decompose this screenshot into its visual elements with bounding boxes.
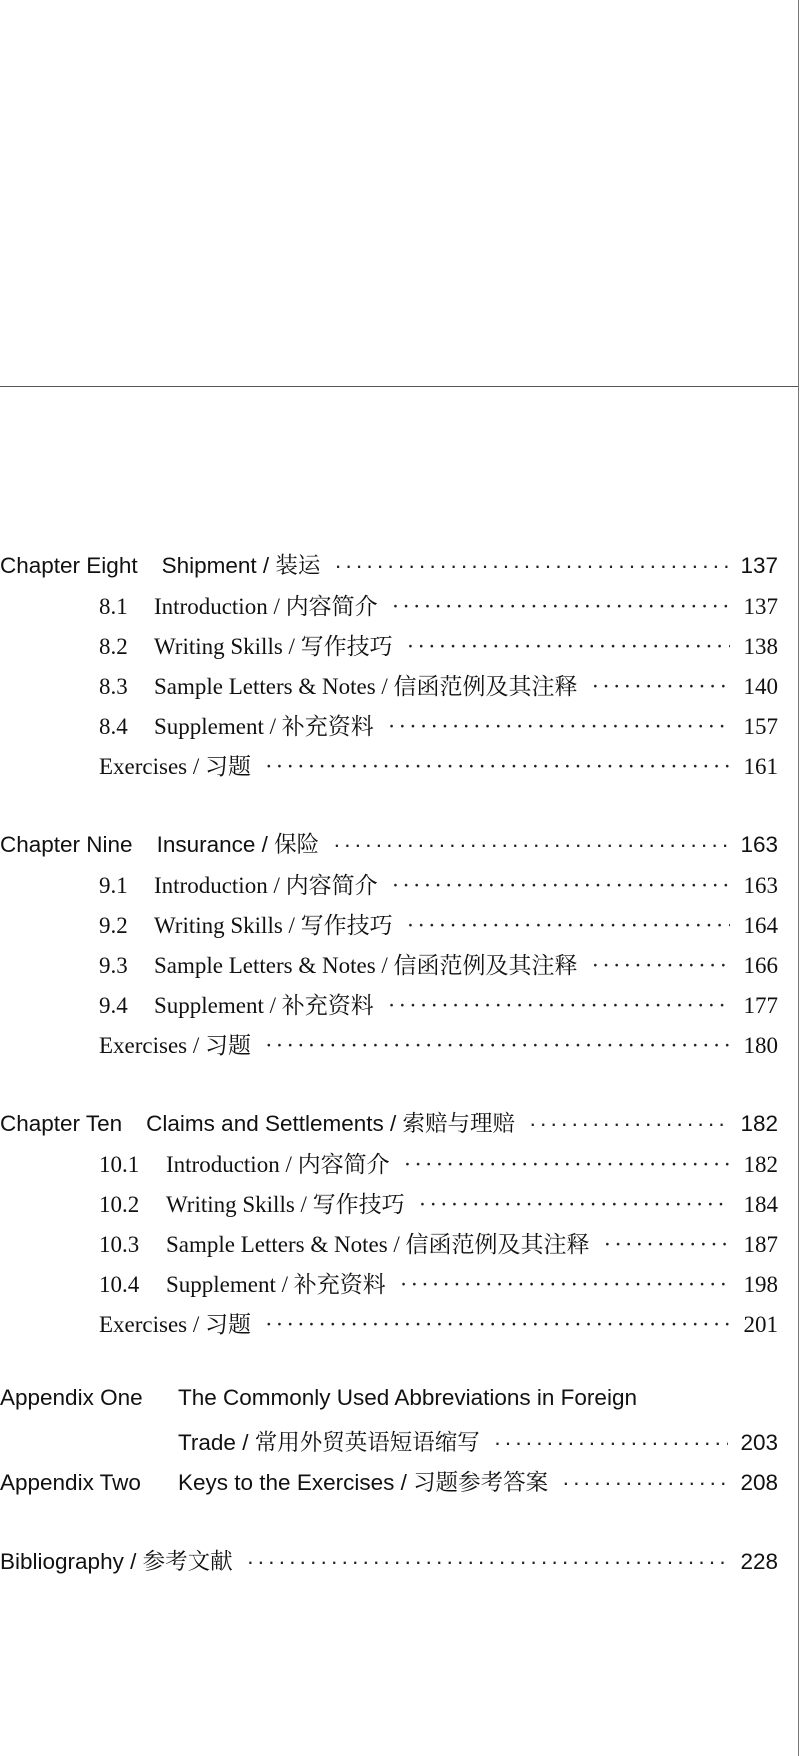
spacer xyxy=(0,788,778,827)
page-number: 208 xyxy=(740,1470,778,1495)
exercises-title: Exercises / 习题 xyxy=(99,1033,252,1058)
toc-section-8-3[interactable] xyxy=(0,668,778,708)
spacer xyxy=(0,1067,778,1106)
dot-leader xyxy=(407,634,730,660)
toc-chapter-nine[interactable] xyxy=(0,827,778,867)
toc-chapter-ten[interactable] xyxy=(0,1106,778,1146)
section-number: 10.2 xyxy=(99,1192,140,1217)
dot-leader xyxy=(333,832,728,858)
page-number: 161 xyxy=(743,754,778,779)
section-title: Writing Skills / 写作技巧 xyxy=(154,634,393,659)
section-number: 9.2 xyxy=(99,913,128,938)
exercises-title: Exercises / 习题 xyxy=(99,754,252,779)
dot-leader xyxy=(392,594,730,620)
toc-section-8-4[interactable] xyxy=(0,708,778,748)
toc-appendix-one-line2[interactable] xyxy=(0,1425,778,1465)
page-number: 182 xyxy=(740,1111,778,1136)
section-title: Introduction / 内容简介 xyxy=(154,594,378,619)
section-number: 8.3 xyxy=(99,674,128,699)
chapter-number: Chapter Ten xyxy=(0,1111,123,1136)
page-number: 163 xyxy=(743,873,778,898)
toc-section-10-4[interactable] xyxy=(0,1266,778,1306)
dot-leader xyxy=(334,553,728,579)
page-number: 164 xyxy=(743,913,778,938)
dot-leader xyxy=(265,754,730,780)
page-number: 137 xyxy=(740,553,778,578)
dot-leader xyxy=(404,1152,730,1178)
chapter-number: Chapter Eight xyxy=(0,553,138,578)
section-number: 8.1 xyxy=(99,594,128,619)
section-number: 9.4 xyxy=(99,993,128,1018)
toc-section-9-4[interactable] xyxy=(0,987,778,1027)
section-number: 9.1 xyxy=(99,873,128,898)
page-number: 163 xyxy=(740,832,778,857)
page-number: 138 xyxy=(743,634,778,659)
page-number: 177 xyxy=(743,993,778,1018)
page-number: 182 xyxy=(743,1152,778,1177)
page-number: 187 xyxy=(743,1232,778,1257)
appendix-title-line2: Trade / 常用外贸英语短语缩写 xyxy=(178,1430,480,1455)
table-of-contents xyxy=(0,548,778,1584)
toc-appendix-two[interactable] xyxy=(0,1465,778,1505)
dot-leader xyxy=(407,913,730,939)
chapter-title: Shipment / 装运 xyxy=(161,553,321,578)
page-number: 198 xyxy=(743,1272,778,1297)
section-title: Sample Letters & Notes / 信函范例及其注释 xyxy=(154,674,578,699)
section-title: Sample Letters & Notes / 信函范例及其注释 xyxy=(166,1232,590,1257)
page-number: 203 xyxy=(740,1430,778,1455)
dot-leader xyxy=(592,674,730,700)
bibliography-title: Bibliography / 参考文献 xyxy=(0,1549,233,1574)
appendix-title: Keys to the Exercises / 习题参考答案 xyxy=(178,1470,549,1495)
toc-section-9-1[interactable] xyxy=(0,867,778,907)
section-title: Supplement / 补充资料 xyxy=(166,1272,386,1297)
toc-exercises-8[interactable] xyxy=(0,748,778,788)
section-title: Supplement / 补充资料 xyxy=(154,714,374,739)
section-title: Sample Letters & Notes / 信函范例及其注释 xyxy=(154,953,578,978)
toc-section-8-1[interactable] xyxy=(0,588,778,628)
dot-leader xyxy=(265,1033,730,1059)
dot-leader xyxy=(388,993,730,1019)
dot-leader xyxy=(604,1232,730,1258)
section-title: Introduction / 内容简介 xyxy=(166,1152,390,1177)
section-number: 9.3 xyxy=(99,953,128,978)
dot-leader xyxy=(388,714,730,740)
toc-section-10-1[interactable] xyxy=(0,1146,778,1186)
page-number: 140 xyxy=(743,674,778,699)
dot-leader xyxy=(562,1470,728,1496)
toc-section-10-3[interactable] xyxy=(0,1226,778,1266)
section-title: Introduction / 内容简介 xyxy=(154,873,378,898)
section-number: 8.4 xyxy=(99,714,128,739)
toc-exercises-9[interactable] xyxy=(0,1027,778,1067)
section-number: 10.1 xyxy=(99,1152,140,1177)
toc-exercises-10[interactable] xyxy=(0,1306,778,1346)
dot-leader xyxy=(247,1549,729,1575)
dot-leader xyxy=(400,1272,730,1298)
dot-leader xyxy=(592,953,730,979)
section-number: 8.2 xyxy=(99,634,128,659)
toc-appendix-one-line1[interactable] xyxy=(0,1385,778,1425)
dot-leader xyxy=(419,1192,730,1218)
toc-chapter-eight[interactable] xyxy=(0,548,778,588)
toc-section-9-2[interactable] xyxy=(0,907,778,947)
horizontal-divider xyxy=(0,386,799,387)
exercises-title: Exercises / 习题 xyxy=(99,1312,252,1337)
dot-leader xyxy=(392,873,730,899)
dot-leader xyxy=(529,1111,728,1137)
toc-bibliography[interactable] xyxy=(0,1544,778,1584)
toc-section-10-2[interactable] xyxy=(0,1186,778,1226)
spacer xyxy=(0,1505,778,1544)
chapter-title: Insurance / 保险 xyxy=(156,832,320,857)
chapter-title: Claims and Settlements / 索赔与理赔 xyxy=(146,1111,516,1136)
page-number: 201 xyxy=(743,1312,778,1337)
dot-leader xyxy=(494,1430,729,1456)
page-number: 228 xyxy=(740,1549,778,1574)
spacer xyxy=(0,1346,778,1385)
chapter-number: Chapter Nine xyxy=(0,832,133,857)
section-number: 10.4 xyxy=(99,1272,140,1297)
page-edge-line xyxy=(798,0,799,1756)
toc-section-9-3[interactable] xyxy=(0,947,778,987)
section-title: Supplement / 补充资料 xyxy=(154,993,374,1018)
page-number: 137 xyxy=(743,594,778,619)
section-title: Writing Skills / 写作技巧 xyxy=(154,913,393,938)
dot-leader xyxy=(265,1312,730,1338)
appendix-title-line1: The Commonly Used Abbreviations in Foreign xyxy=(178,1385,637,1410)
page-number: 180 xyxy=(743,1033,778,1058)
page-number: 184 xyxy=(743,1192,778,1217)
toc-section-8-2[interactable] xyxy=(0,628,778,668)
section-title: Writing Skills / 写作技巧 xyxy=(166,1192,405,1217)
page-number: 157 xyxy=(743,714,778,739)
page-number: 166 xyxy=(743,953,778,978)
section-number: 10.3 xyxy=(99,1232,140,1257)
appendix-number: Appendix Two xyxy=(0,1470,141,1495)
appendix-number: Appendix One xyxy=(0,1385,143,1410)
